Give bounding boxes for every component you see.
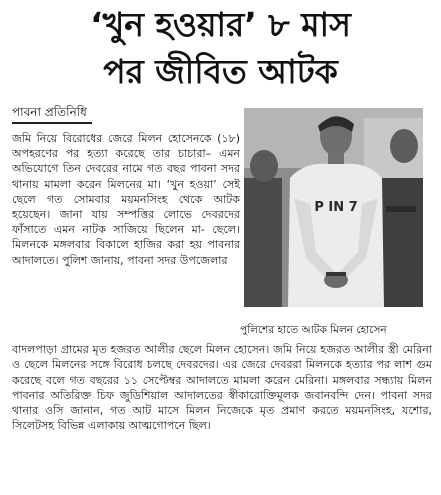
- byline: পাবনা প্রতিনিধি: [12, 105, 87, 119]
- photo-caption: পুলিশের হাতে আটক মিলন হোসেন: [240, 324, 387, 336]
- byline-rule: [12, 122, 92, 124]
- body-column-text: জমি নিয়ে বিরোধের জেরে মিলন হোসেনকে (১৮) অপহরণের পর হত্যা করেছে তার চাচারা– এমন অভিযোগে তিন দেবরের নামে গত বছর পাবনা সদর থানায় মামলা করেন মিলনের মা। ‘খুন হওয়া’ সেই ছেলে গত সোমবার ময়মনসিংহ থেকে আটক হয়েছেন। জানা যায় সম্পত্তির লোভে দেবরদের ফাঁসাতে এমন নাটক সাজিয়ে ছিলেন মা- ছেলে। মিলনকে মঙ্গলবার বিকালে হাজির করা হয় পাবনার আদালতে। পুলিশ জানায়, পাবনা সদর উপজেলার: [12, 132, 240, 267]
- headline-line-2: পর জীবিত আটক: [103, 52, 338, 91]
- body-wide-text: বাদলপাড়া গ্রামের মৃত হজরত আলীর ছেলে মিলন হোসেন। জমি নিয়ে হজরত আলীর স্ত্রী মেরিনা ও ছেলে মিলনের সঙ্গে বিরোধ চলছে দেবরদের। এর জেরে দেবররা মিলনকে হত্যার পর লাশ গুম করেছে বলে গত বছরের ১১ সেপ্টেম্বর আদালতে মামলা করেন মেরিনা। মঙ্গলবার সন্ধ্যায় মিলন পাবনার অতিরিক্ত চিফ জুডিশিয়াল আদালতের স্বীকারোক্তিমূলক জবানবন্দি দেন। পাবনা সদর থানার ওসি জানান, গত আট মাসে মিলন নিজেকে মৃত প্রমাণ করতে ময়মনসিংহ, যশোর, সিলেটসহ বিভিন্ন এলাকায় আত্মগোপনে ছিল।: [12, 343, 432, 433]
- shirt-print: P IN 7: [314, 200, 358, 215]
- body-wide: [12, 342, 432, 434]
- body-column: [12, 131, 240, 268]
- news-photo: [244, 108, 423, 307]
- headline-line-1: ‘খুন হওয়ার’ ৮ মাস: [90, 5, 351, 44]
- photo-illustration: [244, 108, 423, 307]
